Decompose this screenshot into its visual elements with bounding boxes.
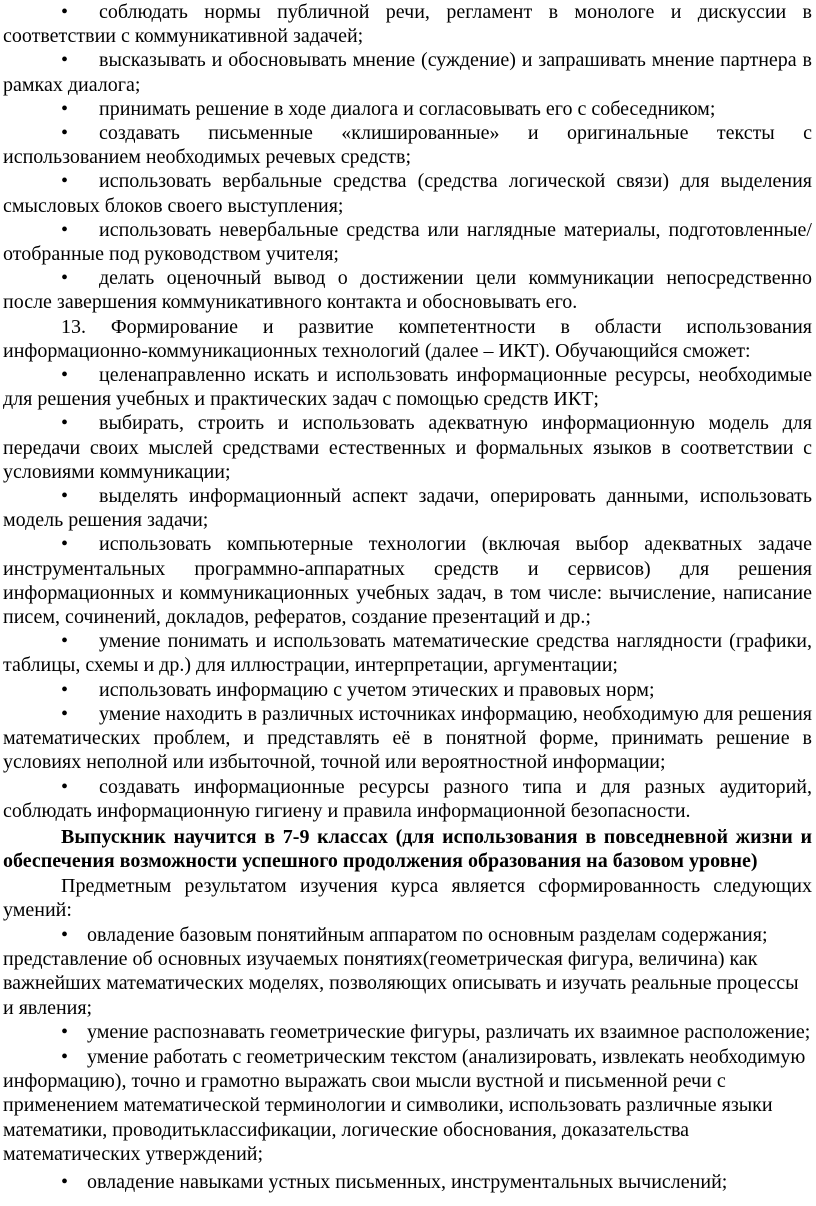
list-item [3,0,812,48]
list-item-text: целенаправленно искать и использовать информационные ресурсы, необходимые для решения учебных и практических задач с помощью средств ИКТ; [3,364,812,411]
bullet-icon: • [61,218,69,241]
list-item [3,1170,812,1194]
bullet-icon: • [61,364,69,387]
list-item-text: делать оценочный вывод о достижении цели коммуникации непосредственно после завершения коммуникативного контакта и обосновывать его. [3,267,812,314]
list-item [3,775,812,823]
list-item [3,121,812,169]
list-item-text: использовать информацию с учетом этических и правовых норм; [99,678,655,701]
bullet-icon: • [61,1170,69,1193]
bullet-icon: • [61,1,69,23]
list-item [3,97,812,121]
bullet-icon: • [61,533,69,556]
list-item [3,702,812,775]
bullet-icon: • [61,97,69,120]
list-item [3,218,812,266]
list-item-text: создавать письменные «клишированные» и оригинальные тексты с использованием необходимых речевых средств; [3,122,812,169]
list-item-text: использовать компьютерные технологии (включая выбор адекватных задаче инструментальных программно-аппаратных средств и сервисов) для решения информационных и коммуникационных учебных задач, в том числе: вычисление, написание писем, сочинений, докладов, рефератов, создание презентаций и др.; [3,533,812,629]
list-item-text: умение находить в различных источниках информацию, необходимую для решения математических проблем, и представлять её в понятной форме, принимать решение в условиях неполной или избыточной, точной или вероятностной информации; [3,702,812,774]
list-item-text: высказывать и обосновывать мнение (суждение) и запрашивать мнение партнера в рамках диалога; [3,49,812,96]
list-item-text: выделять информационный аспект задачи, оперировать данными, использовать модель решения задачи; [3,485,812,532]
list-item [3,266,812,314]
list-item-text: принимать решение в ходе диалога и согласовывать его с собеседником; [99,97,716,120]
bullet-icon: • [61,1021,69,1044]
list-item-text: умение работать с геометрическим текстом (анализировать, извлекать необходимую информацию), точно и грамотно выражать свои мысли вустной и письменной речи с применением математической терминологии и символики, использовать различные языки математики, проводитьклассификации, логические обоснования, доказательства математических утверждений; [3,1045,806,1166]
list-item [3,629,812,677]
bullet-icon: • [61,49,69,72]
bullet-icon: • [61,170,69,193]
list-item-text: овладение навыками устных письменных, инструментальных вычислений; [87,1170,728,1193]
bullet-icon: • [61,412,69,435]
list-item-text: умение распознавать геометрические фигуры, различать их взаимное расположение; [87,1021,811,1044]
list-item-text: овладение базовым понятийным аппаратом по основным разделам содержания; представление об основных изучаемых понятиях(геометрическая фигура, величина) как важнейших математических моделях, позволяющих описывать и изучать реальные процессы и явления; [3,923,799,1019]
list-item-text: использовать невербальные средства или наглядные материалы, подготовленные/отобранные под руководством учителя; [3,218,812,266]
list-item [3,169,812,217]
list-item [3,484,812,532]
list-item-text: выбирать, строить и использовать адекватную информационную модель для передачи своих мыслей средствами естественных и формальных языков в соответствии с условиями коммуникации; [3,412,812,483]
list-item [3,923,812,1021]
list-item-text: использовать вербальные средства (средства логической связи) для выделения смысловых блоков своего выступления; [3,170,812,217]
bullet-icon: • [61,267,69,290]
list-item [3,532,812,629]
list-item [3,363,812,411]
graduate-results-section [3,825,812,1194]
section-heading: Выпускник научится в 7-9 классах (для использования в повседневной жизни и обеспечения возможности успешного продолжения образования на базовом уровне) [3,825,812,873]
list-item [3,48,812,96]
numbered-item-13: 13. Формирование и развитие компетентности в области использования информационно-коммуникационных технологий (далее – ИКТ). Обучающийся сможет: [3,315,812,362]
competency-section [3,0,812,823]
bullet-icon: • [61,923,69,946]
list-item-text: умение понимать и использовать математические средства наглядности (графики, таблицы, схемы и др.) для иллюстрации, интерпретации, аргументации; [3,630,812,677]
bullet-icon: • [61,485,69,508]
list-item [3,411,812,484]
list-item-text: соблюдать нормы публичной речи, регламент в монологе и дискуссии в соответствии с коммуникативной задачей; [3,1,812,48]
bullet-icon: • [61,630,69,653]
intro-paragraph: Предметным результатом изучения курса является сформированность следующих умений: [3,874,812,922]
bullet-icon: • [61,122,69,145]
bullet-icon: • [61,775,69,798]
list-item [3,1020,812,1044]
bullet-icon: • [61,702,69,725]
bullet-icon: • [61,1045,69,1068]
list-item [3,678,812,702]
list-item-text: создавать информационные ресурсы разного типа и для разных аудиторий, соблюдать информационную гигиену и правила информационной безопасности. [3,775,812,822]
list-item [3,1045,812,1167]
bullet-icon: • [61,678,69,701]
